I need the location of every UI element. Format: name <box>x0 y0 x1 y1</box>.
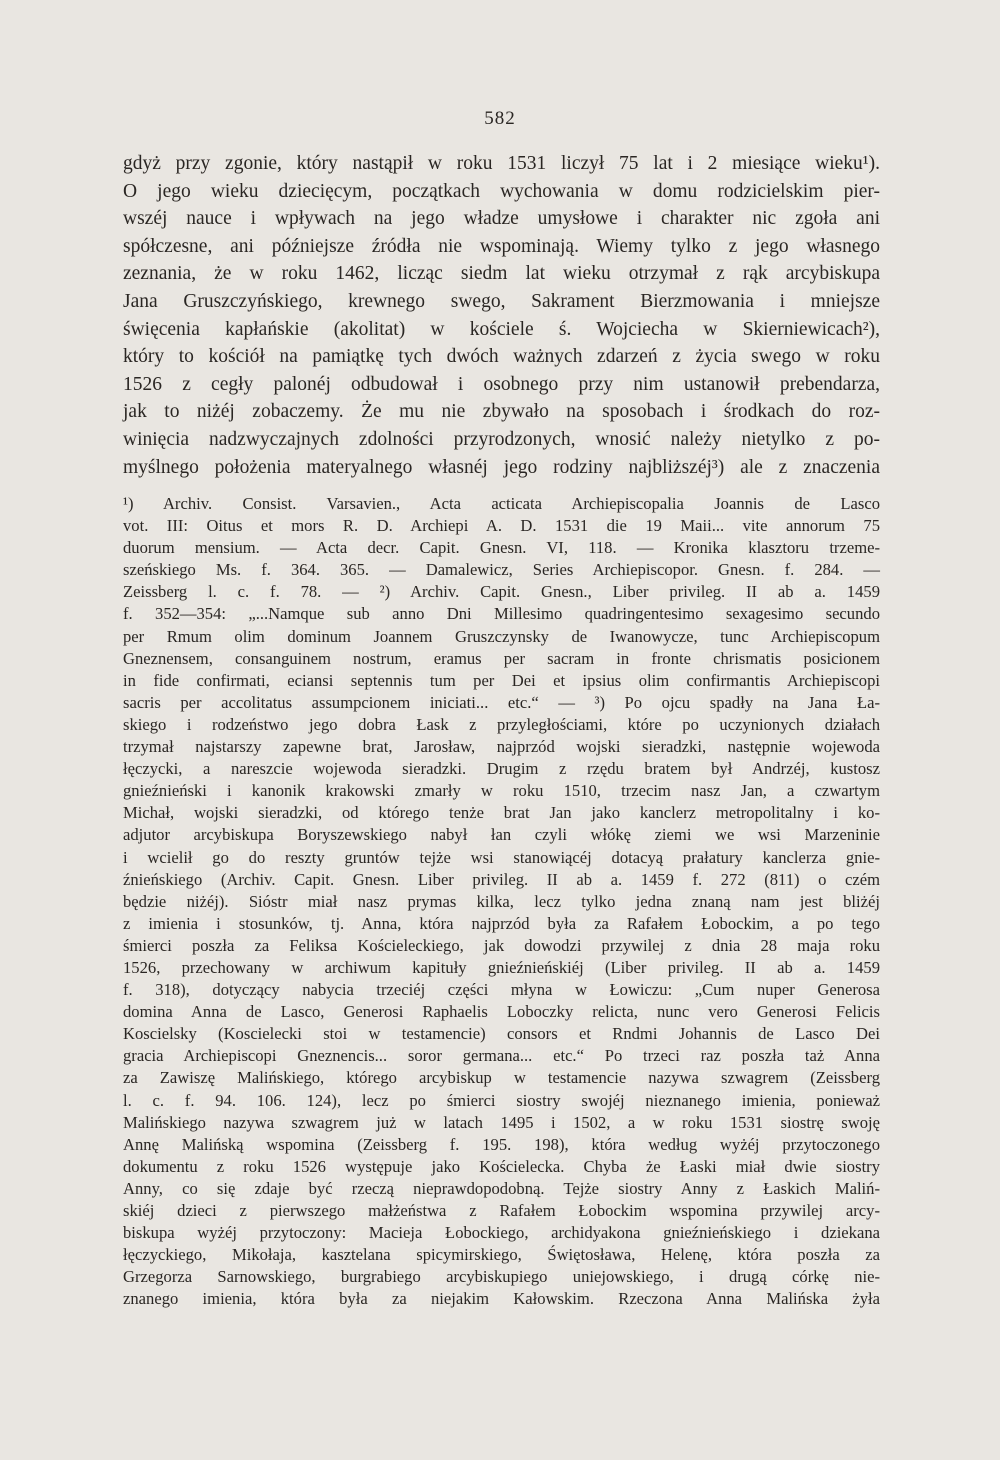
footnote-line: skiego i rodzeństwo jego dobra Łask z przyległościami, które po uczynionych działach <box>123 714 880 734</box>
footnote-line: 1526, przechowany w archiwum kapituły gnieźnieńskiéj (Liber privileg. II ab a. 1459 <box>123 957 880 977</box>
footnote-line: f. 318), dotyczący nabycia trzeciéj części młyna w Łowiczu: „Cum nuper Generosa <box>123 980 880 1000</box>
footnote-line: Michał, wojski sieradzki, od którego tenże brat Jan jako kanclerz metropolitalny i ko- <box>123 803 880 823</box>
footnote-line: będzie niżéj). Sióstr miał nasz prymas kilka, lecz tylko jedna znaną nam jest bliżéj <box>123 891 880 911</box>
text-line: spółczesne, ani późniejsze źródła nie wspominają. Wiemy tylko z jego własnego <box>123 235 880 257</box>
footnote-line: Zeissberg l. c. f. 78. — ²) Archiv. Capit. Gnesn., Liber privileg. II ab a. 1459 <box>123 582 880 602</box>
footnote-line: adjutor arcybiskupa Boryszewskiego nabył łan czyli włókę ziemi we wsi Marzeninie <box>123 825 880 845</box>
text-line: gdyż przy zgonie, który nastąpił w roku 1531 liczył 75 lat i 2 miesiące wieku¹). <box>123 153 880 174</box>
page-number: 582 <box>484 108 516 129</box>
text-line: wszéj nauce i wpływach na jego władze umysłowe i charakter nic zgoła ani <box>123 208 880 230</box>
footnote-line: vot. III: Oitus et mors R. D. Archiepi A. D. 1531 die 19 Maii... vite annorum 75 <box>123 516 880 536</box>
text-line: winięcia nadzwyczajnych zdolności przyrodzonych, wnosić należy nietylko z po- <box>123 428 880 450</box>
footnote-line: sacris per accolitatus assumpcionem iniciati... etc.“ — ³) Po ojcu spadły na Jana Ła- <box>123 692 880 712</box>
footnote-line: duorum mensium. — Acta decr. Capit. Gnesn. VI, 118. — Kronika klasztoru trzeme- <box>123 538 880 558</box>
footnote-line: ¹) Archiv. Consist. Varsavien., Acta acticata Archiepiscopalia Joannis de Lasco <box>123 494 880 513</box>
footnote-line: skiéj dzieci z pierwszego małżeństwa z Rafałem Łobockim wspomina przywilej arcy- <box>123 1201 880 1220</box>
text-line: święcenia kapłańskie (akolitat) w kościele ś. Wojciecha w Skierniewicach²), <box>123 318 880 340</box>
footnote-line: dokumentu z roku 1526 występuje jako Kościelecka. Chyba że Łaski miał dwie siostry <box>123 1156 880 1176</box>
footnote-line: znanego imienia, która była za niejakim Kałowskim. Rzeczona Anna Malińska żyła <box>123 1289 880 1309</box>
text-line: O jego wieku dziecięcym, początkach wychowania w domu rodzicielskim pier- <box>123 180 880 202</box>
footnote-line: za Zawiszę Malińskiego, którego arcybiskup w testamencie nazywa szwagrem (Zeissberg <box>123 1068 880 1088</box>
text-line: myślnego położenia materyalnego własnéj jego rodziny najbliższéj³) ale z znaczenia <box>123 456 880 478</box>
footnote-line: trzymał najstarszy zapewne brat, Jarosław, najprzód wojski sieradzki, następnie wojewoda <box>123 737 880 757</box>
footnote-line: śmierci poszła za Feliksa Kościeleckiego, jak dowodzi przywilej z dnia 28 maja roku <box>123 935 880 955</box>
footnote-line: f. 352—354: „...Namque sub anno Dni Millesimo quadringentesimo sexagesimo secundo <box>123 604 880 624</box>
footnote-line: Gneznensem, consanguinem nostrum, eramus per sacram in fronte chrismatis posicionem <box>123 648 880 668</box>
footnote-line: gnieźnieński i kanonik krakowski zmarły w roku 1510, trzecim nasz Jan, a czwartym <box>123 781 880 801</box>
footnote-line: Grzegorza Sarnowskiego, burgrabiego arcybiskupiego uniejowskiego, i drugą córkę nie- <box>123 1267 880 1287</box>
text-line: który to kościół na pamiątkę tych dwóch ważnych zdarzeń z życia swego w roku <box>123 346 880 368</box>
footnote-line: z imienia i stosunków, tj. Anna, która najprzód była za Rafałem Łobockim, a po tego <box>123 913 880 933</box>
footnote-line: domina Anna de Lasco, Generosi Raphaelis Loboczky relicta, nunc vero Generosi Felicis <box>123 1002 880 1022</box>
text-line: jak to niżéj zobaczemy. Że mu nie zbywało na sposobach i środkach do roz- <box>123 401 880 423</box>
footnote-line: łęczycki, a nareszcie wojewoda sieradzki. Drugim z rzędu bratem był Andrzéj, kustosz <box>123 759 880 779</box>
footnote-line: per Rmum olim dominum Joannem Gruszczynsky de Iwanowycze, tunc Archiepiscopum <box>123 626 880 646</box>
footnote-line: in fide confirmati, eciansi septennis tum per Dei et ipsius olim confirmantis Archiepiscopi <box>123 670 880 690</box>
footnote-line: biskupa wyżéj przytoczony: Macieja Łobockiego, archidyakona gnieźnieńskiego i dziekana <box>123 1223 880 1243</box>
footnote-line: Koscielsky (Koscielecki stoi w testamencie) consors et Rndmi Johannis de Lasco Dei <box>123 1024 880 1044</box>
footnote-line: Annę Malińską wspomina (Zeissberg f. 195. 198), która według wyżéj przytoczonego <box>123 1134 880 1154</box>
text-line: Jana Gruszczyńskiego, krewnego swego, Sakrament Bierzmowania i mniejsze <box>123 290 880 312</box>
footnote-line: Malińskiego nazywa szwagrem już w latach 1495 i 1502, a w roku 1531 siostrę swoję <box>123 1112 880 1132</box>
footnote-line: szeńskiego Ms. f. 364. 365. — Damalewicz, Series Archiepiscopor. Gnesn. f. 284. — <box>123 560 880 580</box>
footnote-line: Anny, co się zdaje być rzeczą nieprawdopodobną. Tejże siostry Anny z Łaskich Maliń- <box>123 1178 880 1198</box>
footnote-line: i wcielił go do reszty gruntów tejże wsi stanowiącéj dotacyą prałatury kanclerza gnie- <box>123 847 880 867</box>
footnote-line: źnieńskiego (Archiv. Capit. Gnesn. Liber privileg. II ab a. 1459 f. 272 (811) o czém <box>123 869 880 889</box>
footnotes <box>123 493 880 1310</box>
footnote-line: l. c. f. 94. 106. 124), lecz po śmierci siostry swojéj nieznanego imienia, ponieważ <box>123 1090 880 1110</box>
text-line: 1526 z cegły palonéj odbudował i osobnego przy nim ustanowił prebendarza, <box>123 373 880 395</box>
footnote-line: gracia Archiepiscopi Gneznencis... soror germana... etc.“ Po trzeci raz poszła taż Anna <box>123 1046 880 1066</box>
footnote-line: łęczyckiego, Mikołaja, kasztelana spicymirskiego, Świętosława, Helenę, która poszła za <box>123 1245 880 1265</box>
text-line: zeznania, że w roku 1462, licząc siedm lat wieku otrzymał z rąk arcybiskupa <box>123 263 880 285</box>
main-text <box>123 150 880 481</box>
